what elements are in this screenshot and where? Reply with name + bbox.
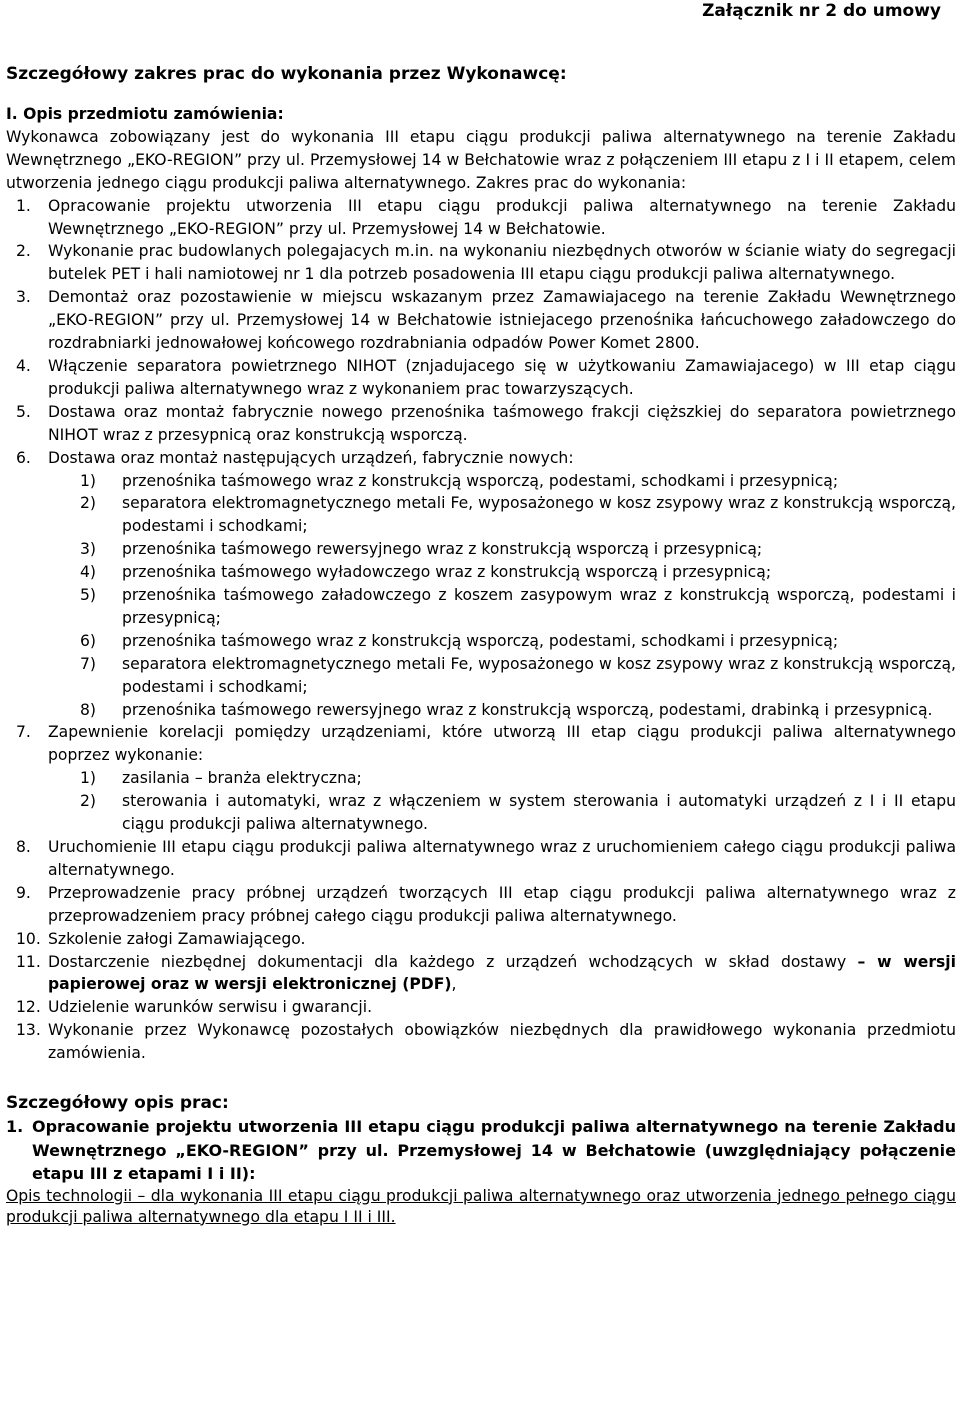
sublist-item [6,767,956,790]
item-number: 7. [16,723,31,742]
item-text: Dostawa oraz montaż fabrycznie nowego przenośnika taśmowego frakcji cięższkiej do separatora powietrznego NIHOT wraz z przesypnicą oraz konstrukcją wsporczą. [48,402,956,444]
item-text: Dostawa oraz montaż następujących urządzeń, fabrycznie nowych: [48,448,574,467]
sub-text: przenośnika taśmowego załadowczego z koszem zasypowym wraz z konstrukcją wsporczą, podestami i przesypnicą; [122,586,956,627]
section-order-description [6,103,956,1065]
page-title: Szczegółowy zakres prac do wykonania przez Wykonawcę: [6,64,567,84]
sublist-item [6,538,956,561]
sub-number: 2) [80,494,97,513]
sub-text: zasilania – branża elektryczna; [122,769,362,788]
detail-item-text: Opracowanie projektu utworzenia III etapu ciągu produkcji paliwa alternatywnego na terenie Zakładu Wewnętrznego „EKO-REGION” przy ul. Przemysłowej 14 w Bełchatowie (uwzględniający połączenie etapu III z etapami I i II): [32,1117,956,1184]
list-item [6,355,956,401]
sublist-item [6,584,956,630]
item-number: 13. [16,1021,41,1040]
item-text: Wykonanie przez Wykonawcę pozostałych obowiązków niezbędnych dla prawidłowego wykonania przedmiotu zamówienia. [48,1021,956,1063]
list-item [6,447,956,470]
list-item [6,928,956,951]
list-item [6,240,956,286]
sub-number: 3) [80,540,97,559]
sublist-item [6,790,956,836]
sublist-item [6,470,956,493]
item-number: 10. [16,929,41,948]
item-text: Uruchomienie III etapu ciągu produkcji paliwa alternatywnego wraz z uruchomieniem całego ciągu produkcji paliwa alternatywnego. [48,838,956,879]
sublist-item [6,561,956,584]
sublist-devices [6,470,956,722]
sub-text: przenośnika taśmowego wraz z konstrukcją wsporczą, podestami, schodkami i przesypnicą; [122,471,839,490]
item-number: 12. [16,998,41,1017]
item-number: 9. [16,883,31,902]
sublist-item [6,492,956,538]
section-heading: I. Opis przedmiotu zamówienia: [6,105,284,123]
detail-item-number: 1. [6,1117,24,1137]
detail-item [6,1115,956,1186]
list-item [6,882,956,928]
item-text: Przeprowadzenie pracy próbnej urządzeń tworzących III etap ciągu produkcji paliwa alternatywnego wraz z przeprowadzeniem pracy próbnej całego ciągu produkcji paliwa alternatywnego. [48,883,956,925]
annex-label: Załącznik nr 2 do umowy [702,1,941,21]
sub-number: 4) [80,563,97,582]
item-number: 6. [16,448,31,467]
item-text-end: , [451,975,457,994]
sub-text: sterowania i automatyki, wraz z włączeniem w system sterowania i automatyki urządzeń z I i II etapu ciągu produkcji paliwa alternatywnego. [122,792,956,834]
item-number: 5. [16,402,31,421]
sub-number: 5) [80,586,97,605]
item-text: Demontaż oraz pozostawienie w miejscu wskazanym przez Zamawiajacego na terenie Zakładu Wewnętrznego „EKO-REGION” przy ul. Przemysłowej 14 w Bełchatowie istniejacego przenośnika łańcuchowego załadowczego do rozdrabniarki jednowałowej końcowego rozdrabniania odpadów Power Komet 2800. [48,288,956,353]
list-item [6,1019,956,1065]
scope-list [6,195,956,1065]
item-text [48,951,956,997]
item-text: Opracowanie projektu utworzenia III etapu ciągu produkcji paliwa alternatywnego na terenie Zakładu Wewnętrznego „EKO-REGION” przy ul. Przemysłowej 14 w Bełchatowie. [48,196,956,238]
item-text: Włączenie separatora powietrznego NIHOT (znjadujacego się w użytkowaniu Zamawiajacego) w III etap ciągu produkcji paliwa alternatywnego wraz z wykonaniem prac towarzyszących. [48,356,956,398]
sub-text: przenośnika taśmowego wraz z konstrukcją wsporczą, podestami, schodkami i przesypnicą; [122,631,839,650]
sub-number: 1) [80,471,97,490]
list-item [6,996,956,1019]
sub-text: separatora elektromagnetycznego metali Fe, wyposażonego w kosz zsypowy wraz z konstrukcją wsporczą, podestami i schodkami; [122,654,956,696]
list-item [6,195,956,241]
technology-description: Opis technologii – dla wykonania III etapu ciągu produkcji paliwa alternatywnego oraz utworzenia jednego pełnego ciągu produkcji paliwa alternatywnego dla etapu I II i III. [6,1186,956,1226]
list-item [6,836,956,882]
item-number: 2. [16,242,31,261]
sub-number: 1) [80,769,97,788]
item-text-plain: Dostarczenie niezbędnej dokumentacji dla każdego z urządzeń wchodzących w skład dostawy [48,952,858,971]
sublist-item [6,630,956,653]
section-intro: Wykonawca zobowiązany jest do wykonania III etapu ciągu produkcji paliwa alternatywnego na terenie Zakładu Wewnętrznego „EKO-REGION” przy ul. Przemysłowej 14 w Bełchatowie wraz z połączeniem III etapu z I i II etapem, celem utworzenia jednego ciągu produkcji paliwa alternatywnego. Zakres prac do wykonania: [6,127,956,192]
item-text-bold: – w wersji papierowej oraz w wersji elektronicznej (PDF) [48,952,956,994]
list-item [6,286,956,355]
sub-text: przenośnika taśmowego rewersyjnego wraz z konstrukcją wsporczą i przesypnicą; [122,540,763,559]
item-number: 4. [16,356,31,375]
list-item [6,401,956,447]
item-number: 3. [16,288,31,307]
list-item [6,721,956,767]
sublist-item [6,653,956,699]
sub-number: 8) [80,700,97,719]
sub-number: 2) [80,792,97,811]
list-item [6,951,956,997]
item-number: 1. [16,196,31,215]
sub-number: 7) [80,654,97,673]
item-number: 8. [16,838,31,856]
item-text: Udzielenie warunków serwisu i gwarancji. [48,998,373,1017]
item-text: Wykonanie prac budowlanych polegajacych m.in. na wykonaniu niezbędnych otworów w ścianie wiaty do segregacji butelek PET i hali namiotowej nr 1 dla potrzeb posadowenia III etapu ciągu produkcji paliwa alternatywnego. [48,242,956,284]
sublist-item [6,699,956,722]
document-page [6,0,956,1228]
sub-text: separatora elektromagnetycznego metali Fe, wyposażonego w kosz zsypowy wraz z konstrukcją wsporczą, podestami i schodkami; [122,494,956,536]
detail-heading: Szczegółowy opis prac: [6,1093,229,1114]
item-text: Szkolenie załogi Zamawiającego. [48,929,306,948]
sub-text: przenośnika taśmowego wyładowczego wraz z konstrukcją wsporczą i przesypnicą; [122,563,772,582]
item-number: 11. [16,952,41,971]
sub-text: przenośnika taśmowego rewersyjnego wraz z konstrukcją wsporczą, podestami, drabinką i przesypnicą. [122,700,933,719]
item-text: Zapewnienie korelacji pomiędzy urządzeniami, które utworzą III etap ciągu produkcji paliwa alternatywnego poprzez wykonanie: [48,723,956,765]
sublist-correlation [6,767,956,836]
sub-number: 6) [80,631,97,650]
